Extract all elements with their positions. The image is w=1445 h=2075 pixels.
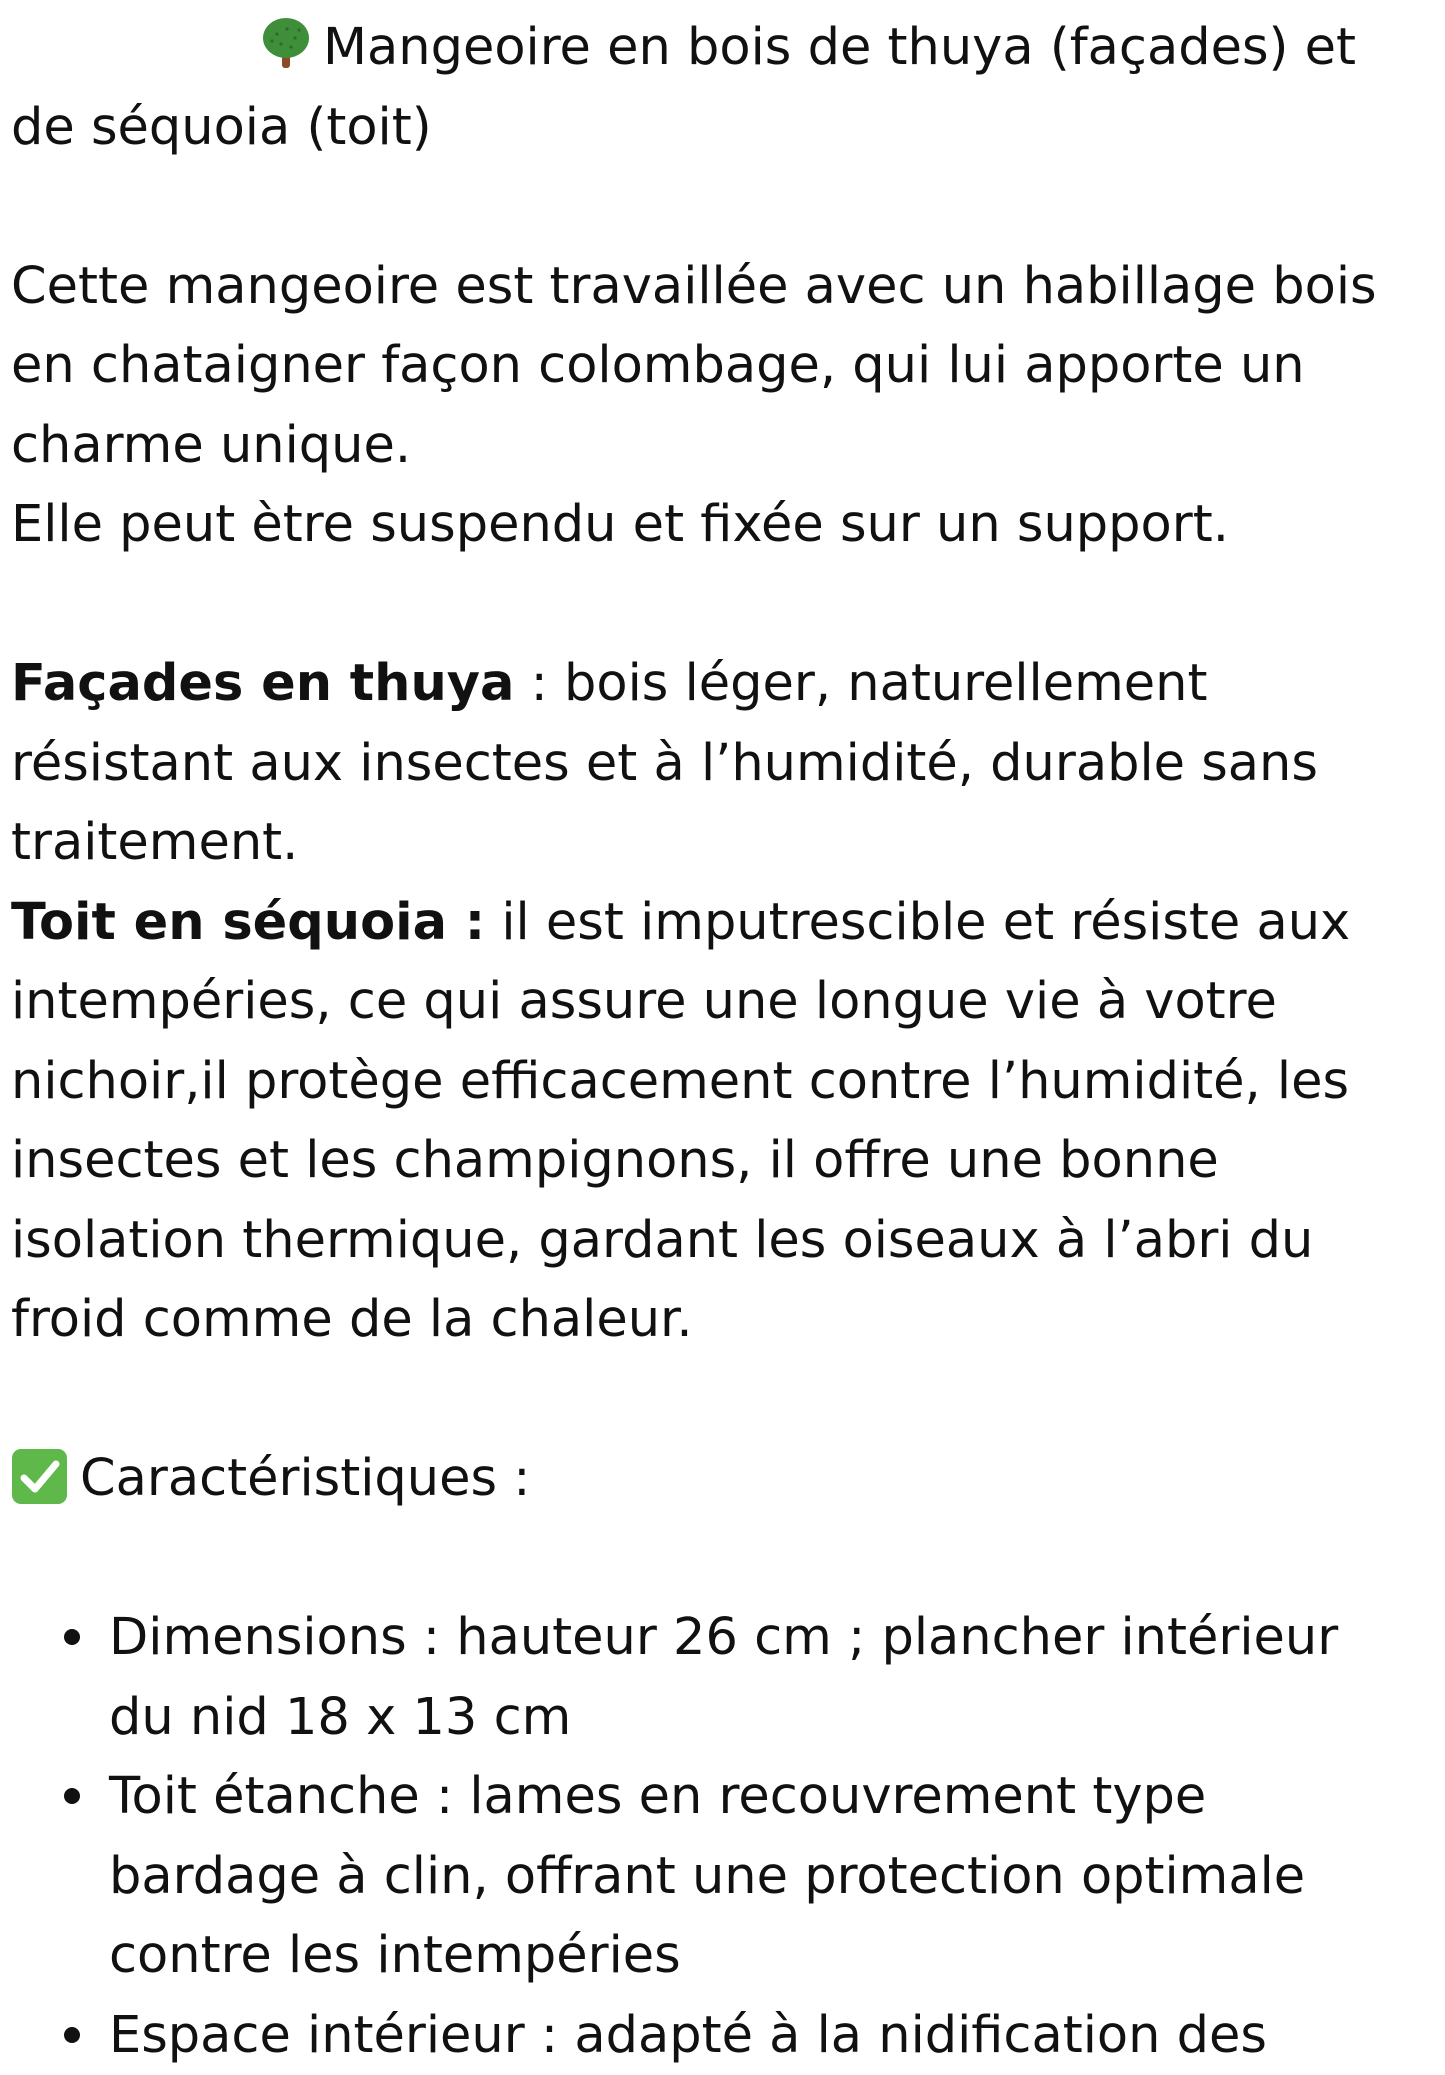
toit-line2: intempéries, ce qui assure une longue vie à votre [11,962,1426,1042]
feature-line: contre les intempéries [109,1916,1426,1996]
product-title [11,8,1426,88]
feature-line: du nid 18 x 13 cm [109,1678,1426,1758]
features-heading-line [11,1439,1426,1519]
facades-label: Façades en thuya [11,654,514,713]
toit-line6: froid comme de la chaleur. [11,1280,1426,1360]
feature-line: Toit étanche : lames en recouvrement type [109,1757,1426,1837]
check-mark-button-icon [11,1448,68,1505]
bullet-dot [64,1788,80,1804]
feature-line: bardage à clin, offrant une protection optimale [109,1837,1426,1917]
intro-line3: charme unique. [11,406,1426,486]
features-list [11,1598,1426,2075]
list-item [11,1996,1426,2075]
list-item [11,1757,1426,1996]
intro-line2: en chataigner façon colombage, qui lui apporte un [11,326,1426,406]
facades-line2: résistant aux insectes et à l’humidité, durable sans [11,724,1426,804]
title-text-line2: de séquoia (toit) [11,88,1426,168]
features-heading: Caractéristiques : [80,1449,530,1508]
toit-line5: isolation thermique, gardant les oiseaux à l’abri du [11,1201,1426,1281]
facades-line3: traitement. [11,803,1426,883]
toit-line3: nichoir,il protège efficacement contre l’humidité, les [11,1042,1426,1122]
feature-line: Espace intérieur : adapté à la nidification des [109,1996,1426,2075]
feature-line: Dimensions : hauteur 26 cm ; plancher intérieur [109,1598,1426,1678]
intro-line1: Cette mangeoire est travaillée avec un habillage bois [11,247,1426,327]
facades-line1 [11,644,1426,724]
toit-text: il est imputrescible et résiste aux [485,893,1350,952]
deciduous-tree-icon [261,16,311,72]
toit-line4: insectes et les champignons, il offre une bonne [11,1121,1426,1201]
intro-line4: Elle peut ètre suspendu et fixée sur un support. [11,485,1426,565]
title-text-line1: Mangeoire en bois de thuya (façades) et [323,18,1356,77]
list-item [11,1598,1426,1757]
bullet-dot [64,1629,80,1645]
bullet-dot [64,2027,80,2043]
facades-text: : bois léger, naturellement [514,654,1207,713]
toit-label: Toit en séquoia : [11,893,485,952]
toit-line1 [11,883,1426,963]
product-description [11,8,1426,2075]
